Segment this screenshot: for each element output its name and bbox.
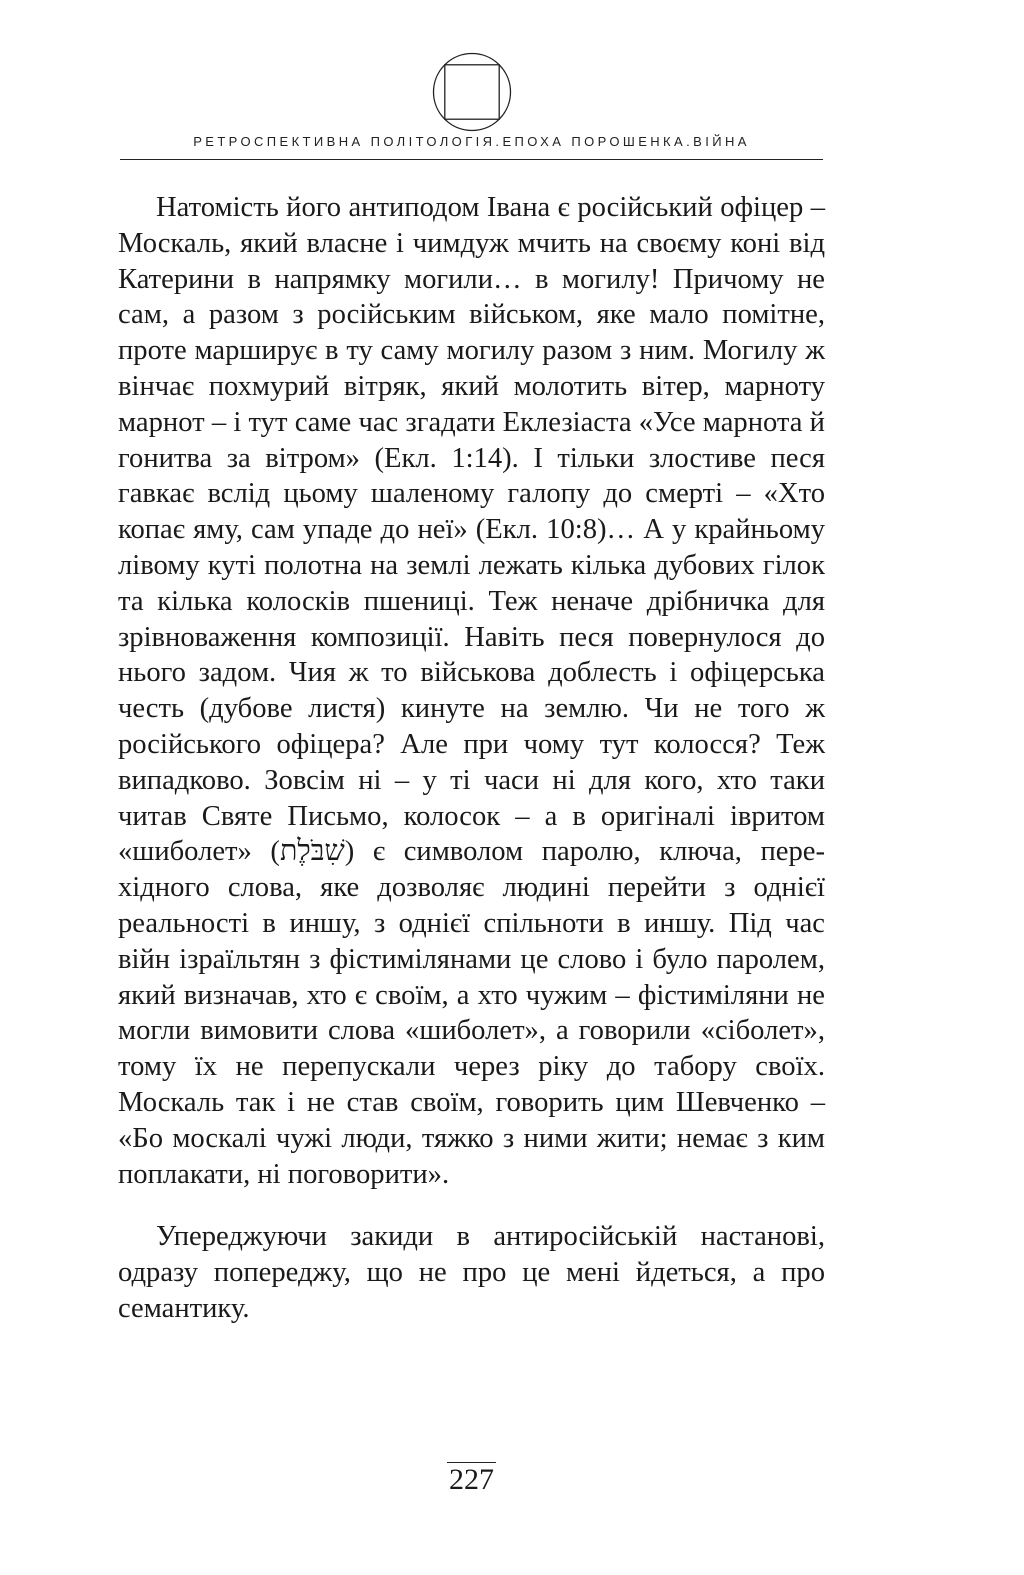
page-number-value: 227 [449, 1463, 494, 1496]
running-header: РЕТРОСПЕКТИВНА ПОЛІТОЛОГІЯ.ЕПОХА ПОРОШЕНКА.ВІЙНА [193, 134, 750, 149]
circle-square-emblem-icon [432, 52, 512, 132]
paragraph-text: ) є символом паролю, ключа, перехідного слова, яке дозволяє людині перейти з однієї реальності в иншу, з однієї спільноти в иншу. Під час війн ізраїльтян з фістимілянами це слово і було паролем, який визначав, хто є своїм, а хто чужим – фістиміляни не могли вимовити слова «шиболет», а говорили «сіболет», тому їх не перепускали через ріку до табору своїх. Москаль так і не став своїм, говорить цим Шевченко – «Бо москалі чужі люди, тяжко з ними жити; немає з ким поплакати, ні поговорити». [118, 836, 825, 1190]
header-rule [120, 159, 823, 160]
paragraph [118, 190, 825, 1192]
hebrew-word: שִׁבֹּלֶת [279, 836, 345, 868]
paragraph: Упереджуючи закиди в антиросійській настанові, одразу попереджу, що не про це мені йдеться, а про семантику. [118, 1221, 825, 1324]
paragraph-text: Натомість його антиподом Івана є російський офіцер – Москаль, який власне і чимдуж мчить на своєму коні від Катерини в напрямку могили… в могилу! Причому не сам, а разом з російським військом, яке мало помітне, проте марширує в ту саму могилу разом з ним. Могилу ж вінчає похмурий вітряк, який молотить вітер, марноту марнот – і тут саме час згадати Еклезіаста «Усе марнота й гонитва за вітром» (Екл. 1:14). І тільки злостиве песя гавкає вслід цьому шаленому галопу до смерті – «Хто копає яму, сам упаде до неї» (Екл. 10:8)… А у крайньому лівому куті полотна на землі лежать кілька дубових гілок та кілька колосків пшениці. Теж неначе дрібничка для зрівноваження композиції. Навіть песя повернулося до нього задом. Чия ж то військова доблесть і офіцерська честь (дубове листя) кинуте на землю. Чи не того ж російського офіцера? Але при чому тут колосся? Теж випадково. Зовсім ні – у ті часи ні для кого, хто таки читав Святе Письмо, колосок – а в оригіналі івритом «шиболет» ( [118, 192, 825, 868]
page-number [0, 1462, 943, 1497]
body-text [118, 190, 825, 1327]
